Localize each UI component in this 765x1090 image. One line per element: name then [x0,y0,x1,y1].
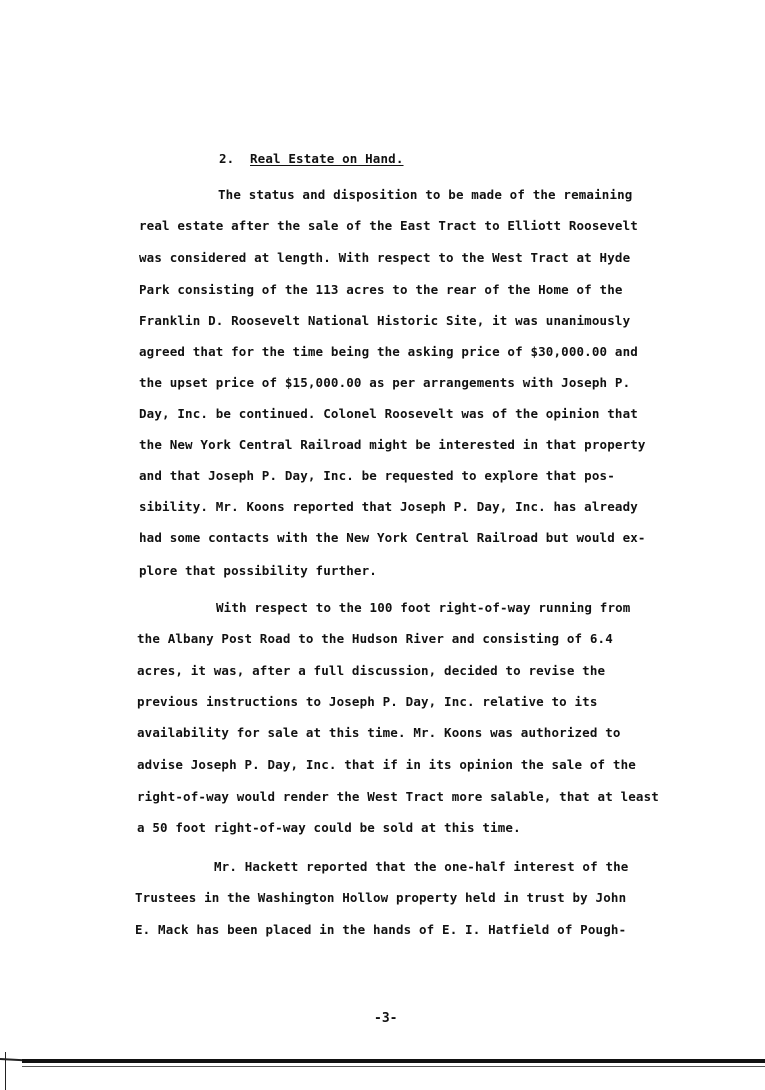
page-number: -3- [374,1011,398,1026]
paragraph-line: E. Mack has been placed in the hands of E. I. Hatfield of Pough- [135,922,627,937]
paragraph-line: real estate after the sale of the East Tract to Elliott Roosevelt [139,218,638,233]
paragraph-line: Day, Inc. be continued. Colonel Roosevelt was of the opinion that [139,406,638,421]
paragraph-line: right-of-way would render the West Tract more salable, that at least [137,789,659,804]
paragraph-line: Mr. Hackett reported that the one-half interest of the [214,859,629,874]
paragraph-line: Franklin D. Roosevelt National Historic Site, it was unanimously [139,313,631,328]
paragraph-line: agreed that for the time being the asking price of $30,000.00 and [139,344,638,359]
paragraph-line: previous instructions to Joseph P. Day, Inc. relative to its [137,694,598,709]
paragraph-line: had some contacts with the New York Central Railroad but would ex- [139,530,646,545]
paragraph-line: and that Joseph P. Day, Inc. be requested to explore that pos- [139,468,615,483]
paragraph-line: Trustees in the Washington Hollow property held in trust by John [135,890,627,905]
paragraph-line: The status and disposition to be made of the remaining [218,187,633,202]
section-heading: Real Estate on Hand. [250,151,404,166]
paragraph-line: a 50 foot right-of-way could be sold at this time. [137,820,521,835]
paragraph-line: the upset price of $15,000.00 as per arrangements with Joseph P. [139,375,631,390]
paragraph-line: was considered at length. With respect to the West Tract at Hyde [139,250,631,265]
paragraph-line: the New York Central Railroad might be interested in that property [139,437,646,452]
paragraph-line: availability for sale at this time. Mr. Koons was authorized to [137,725,621,740]
paragraph-line: sibility. Mr. Koons reported that Joseph P. Day, Inc. has already [139,499,638,514]
paragraph-line: Park consisting of the 113 acres to the rear of the Home of the [139,282,623,297]
bottom-rule [22,1059,765,1063]
bottom-rule-thin [22,1066,765,1067]
paragraph-line: With respect to the 100 foot right-of-way running from [216,600,631,615]
section-number: 2. [219,151,235,166]
paragraph-line: the Albany Post Road to the Hudson River and consisting of 6.4 [137,631,613,646]
paragraph-line: acres, it was, after a full discussion, decided to revise the [137,663,606,678]
paragraph-line: advise Joseph P. Day, Inc. that if in its opinion the sale of the [137,757,636,772]
paragraph-line: plore that possibility further. [139,563,377,578]
